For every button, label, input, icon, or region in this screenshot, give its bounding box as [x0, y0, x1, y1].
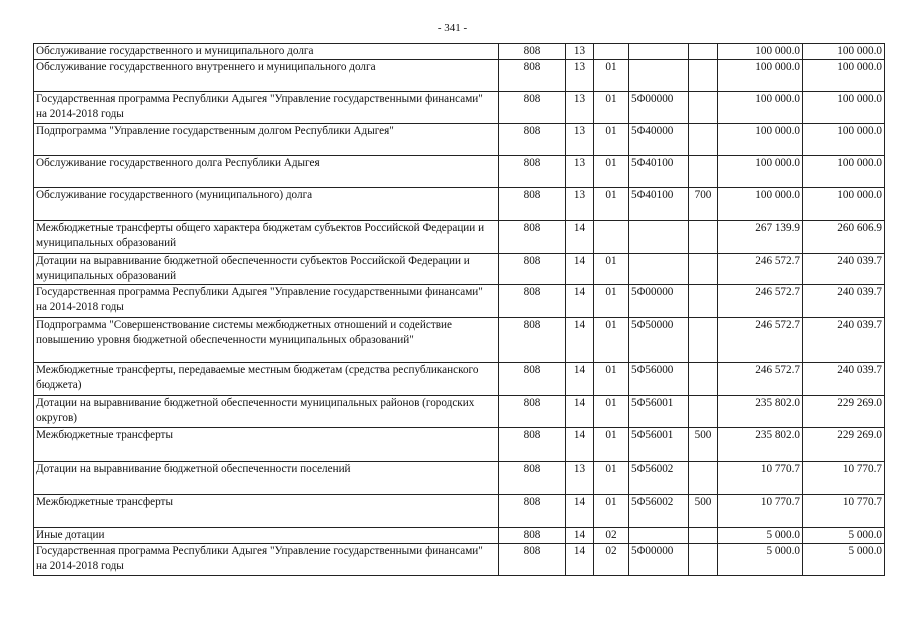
target-article-code: 5Ф56000: [629, 363, 689, 396]
target-article-code: 5Ф40000: [629, 124, 689, 156]
expense-type-code: [689, 156, 718, 188]
target-article-code: [629, 254, 689, 285]
ministry-code: 808: [499, 428, 566, 462]
expense-type-code: [689, 363, 718, 396]
section-code: 14: [566, 363, 594, 396]
row-name: Иные дотации: [34, 528, 499, 544]
table-row: [34, 396, 885, 428]
section-code: 14: [566, 221, 594, 254]
expense-type-code: [689, 528, 718, 544]
row-name: Межбюджетные трансферты, передаваемые местным бюджетам (средства республиканского бюджета): [34, 363, 499, 396]
ministry-code: 808: [499, 188, 566, 221]
subsection-code: 01: [594, 285, 629, 318]
table-row: [34, 318, 885, 363]
expense-type-code: 500: [689, 495, 718, 528]
row-name: Дотации на выравнивание бюджетной обеспеченности муниципальных районов (городских округов): [34, 396, 499, 428]
expense-type-code: [689, 44, 718, 60]
section-code: 13: [566, 60, 594, 92]
amount-year-2: 5 000.0: [803, 528, 885, 544]
expense-type-code: [689, 124, 718, 156]
table-row: [34, 254, 885, 285]
ministry-code: 808: [499, 124, 566, 156]
table-row: [34, 60, 885, 92]
subsection-code: 01: [594, 363, 629, 396]
section-code: 13: [566, 156, 594, 188]
target-article-code: [629, 44, 689, 60]
amount-year-2: 260 606.9: [803, 221, 885, 254]
row-name: Государственная программа Республики Адыгея "Управление государственными финансами" на 2014-2018 годы: [34, 544, 499, 576]
amount-year-2: 240 039.7: [803, 318, 885, 363]
amount-year-1: 10 770.7: [718, 495, 803, 528]
amount-year-2: 100 000.0: [803, 156, 885, 188]
ministry-code: 808: [499, 285, 566, 318]
ministry-code: 808: [499, 495, 566, 528]
amount-year-2: 100 000.0: [803, 124, 885, 156]
row-name: Межбюджетные трансферты: [34, 495, 499, 528]
ministry-code: 808: [499, 462, 566, 495]
expense-type-code: [689, 462, 718, 495]
amount-year-1: 246 572.7: [718, 254, 803, 285]
subsection-code: 01: [594, 124, 629, 156]
section-code: 13: [566, 462, 594, 495]
ministry-code: 808: [499, 156, 566, 188]
expense-type-code: 700: [689, 188, 718, 221]
subsection-code: [594, 221, 629, 254]
subsection-code: 01: [594, 396, 629, 428]
section-code: 14: [566, 285, 594, 318]
row-name: Государственная программа Республики Адыгея "Управление государственными финансами" на 2014-2018 годы: [34, 285, 499, 318]
section-code: 13: [566, 44, 594, 60]
table-row: [34, 544, 885, 576]
amount-year-1: 100 000.0: [718, 188, 803, 221]
amount-year-2: 229 269.0: [803, 396, 885, 428]
amount-year-1: 235 802.0: [718, 396, 803, 428]
expense-type-code: [689, 544, 718, 576]
subsection-code: 02: [594, 544, 629, 576]
row-name: Обслуживание государственного и муниципального долга: [34, 44, 499, 60]
amount-year-2: 229 269.0: [803, 428, 885, 462]
expense-type-code: [689, 285, 718, 318]
row-name: Межбюджетные трансферты общего характера бюджетам субъектов Российской Федерации и муниципальных образований: [34, 221, 499, 254]
target-article-code: [629, 528, 689, 544]
target-article-code: 5Ф56002: [629, 495, 689, 528]
subsection-code: 01: [594, 462, 629, 495]
subsection-code: 01: [594, 92, 629, 124]
page-number: - 341 -: [437, 22, 468, 34]
amount-year-1: 5 000.0: [718, 528, 803, 544]
expense-type-code: [689, 60, 718, 92]
amount-year-1: 267 139.9: [718, 221, 803, 254]
amount-year-2: 100 000.0: [803, 92, 885, 124]
target-article-code: 5Ф00000: [629, 285, 689, 318]
ministry-code: 808: [499, 254, 566, 285]
section-code: 13: [566, 188, 594, 221]
amount-year-1: 10 770.7: [718, 462, 803, 495]
ministry-code: 808: [499, 318, 566, 363]
ministry-code: 808: [499, 396, 566, 428]
subsection-code: [594, 44, 629, 60]
section-code: 14: [566, 396, 594, 428]
budget-table: [33, 43, 885, 576]
row-name: Государственная программа Республики Адыгея "Управление государственными финансами" на 2014-2018 годы: [34, 92, 499, 124]
table-row: [34, 285, 885, 318]
amount-year-1: 100 000.0: [718, 124, 803, 156]
table-row: [34, 124, 885, 156]
expense-type-code: [689, 92, 718, 124]
expense-type-code: 500: [689, 428, 718, 462]
amount-year-2: 10 770.7: [803, 462, 885, 495]
subsection-code: 01: [594, 495, 629, 528]
amount-year-1: 235 802.0: [718, 428, 803, 462]
target-article-code: [629, 221, 689, 254]
section-code: 14: [566, 495, 594, 528]
section-code: 14: [566, 254, 594, 285]
amount-year-1: 246 572.7: [718, 363, 803, 396]
subsection-code: 01: [594, 254, 629, 285]
section-code: 13: [566, 124, 594, 156]
expense-type-code: [689, 254, 718, 285]
amount-year-1: 246 572.7: [718, 285, 803, 318]
target-article-code: [629, 60, 689, 92]
row-name: Подпрограмма "Управление государственным долгом Республики Адыгея": [34, 124, 499, 156]
target-article-code: 5Ф00000: [629, 92, 689, 124]
section-code: 14: [566, 544, 594, 576]
amount-year-1: 100 000.0: [718, 92, 803, 124]
budget-table-body: [34, 44, 885, 576]
ministry-code: 808: [499, 44, 566, 60]
section-code: 14: [566, 428, 594, 462]
table-row: [34, 363, 885, 396]
amount-year-2: 100 000.0: [803, 188, 885, 221]
amount-year-2: 100 000.0: [803, 44, 885, 60]
subsection-code: 02: [594, 528, 629, 544]
row-name: Обслуживание государственного (муниципального) долга: [34, 188, 499, 221]
amount-year-1: 100 000.0: [718, 156, 803, 188]
table-row: [34, 495, 885, 528]
amount-year-2: 240 039.7: [803, 363, 885, 396]
amount-year-1: 246 572.7: [718, 318, 803, 363]
ministry-code: 808: [499, 544, 566, 576]
table-row: [34, 156, 885, 188]
row-name: Дотации на выравнивание бюджетной обеспеченности поселений: [34, 462, 499, 495]
target-article-code: 5Ф40100: [629, 188, 689, 221]
expense-type-code: [689, 318, 718, 363]
expense-type-code: [689, 396, 718, 428]
amount-year-2: 10 770.7: [803, 495, 885, 528]
section-code: 13: [566, 92, 594, 124]
ministry-code: 808: [499, 92, 566, 124]
table-row: [34, 92, 885, 124]
ministry-code: 808: [499, 363, 566, 396]
row-name: Дотации на выравнивание бюджетной обеспеченности субъектов Российской Федерации и муниципальных образований: [34, 254, 499, 285]
row-name: Подпрограмма "Совершенствование системы межбюджетных отношений и содействие повышению уровня бюджетной обеспеченности муниципальных образований": [34, 318, 499, 363]
section-code: 14: [566, 528, 594, 544]
amount-year-2: 240 039.7: [803, 254, 885, 285]
subsection-code: 01: [594, 318, 629, 363]
table-row: [34, 462, 885, 495]
amount-year-1: 100 000.0: [718, 60, 803, 92]
subsection-code: 01: [594, 188, 629, 221]
row-name: Обслуживание государственного внутреннего и муниципального долга: [34, 60, 499, 92]
table-row: [34, 188, 885, 221]
amount-year-2: 5 000.0: [803, 544, 885, 576]
target-article-code: 5Ф56002: [629, 462, 689, 495]
table-row: [34, 428, 885, 462]
row-name: Обслуживание государственного долга Республики Адыгея: [34, 156, 499, 188]
expense-type-code: [689, 221, 718, 254]
table-row: [34, 528, 885, 544]
target-article-code: 5Ф56001: [629, 396, 689, 428]
ministry-code: 808: [499, 221, 566, 254]
amount-year-1: 100 000.0: [718, 44, 803, 60]
table-row: [34, 44, 885, 60]
section-code: 14: [566, 318, 594, 363]
subsection-code: 01: [594, 60, 629, 92]
amount-year-1: 5 000.0: [718, 544, 803, 576]
target-article-code: 5Ф56001: [629, 428, 689, 462]
subsection-code: 01: [594, 156, 629, 188]
amount-year-2: 100 000.0: [803, 60, 885, 92]
table-row: [34, 221, 885, 254]
target-article-code: 5Ф00000: [629, 544, 689, 576]
row-name: Межбюджетные трансферты: [34, 428, 499, 462]
ministry-code: 808: [499, 60, 566, 92]
ministry-code: 808: [499, 528, 566, 544]
target-article-code: 5Ф50000: [629, 318, 689, 363]
subsection-code: 01: [594, 428, 629, 462]
amount-year-2: 240 039.7: [803, 285, 885, 318]
target-article-code: 5Ф40100: [629, 156, 689, 188]
